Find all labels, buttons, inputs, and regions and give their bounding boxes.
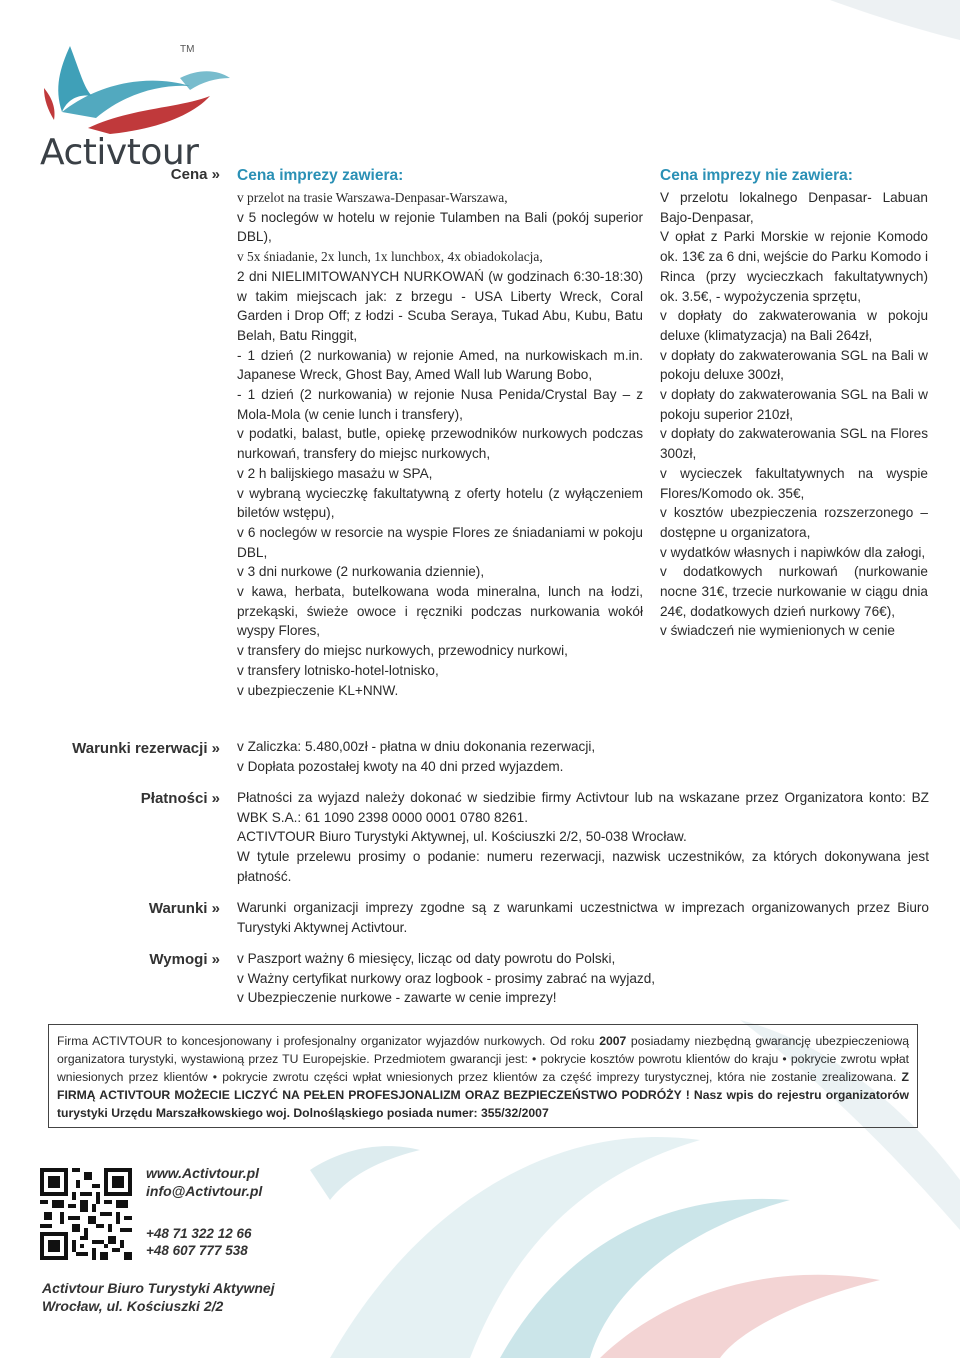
platnosci-line: ACTIVTOUR Biuro Turystyki Aktywnej, ul. Kościuszki 2/2, 50-038 Wrocław. bbox=[237, 829, 687, 845]
excludes-item: v dopłaty do zakwaterowania SGL na Flores 300zł, bbox=[660, 426, 928, 462]
excludes-heading: Cena imprezy nie zawiera: bbox=[660, 167, 853, 184]
logo-tm: TM bbox=[180, 44, 195, 55]
phone-1[interactable]: +48 71 322 12 66 bbox=[146, 1226, 252, 1241]
email-link[interactable]: info@Activtour.pl bbox=[146, 1183, 263, 1199]
logo-wordmark: Activtour bbox=[40, 132, 199, 173]
rezerwacja-label: Warunki rezerwacji » bbox=[72, 740, 220, 757]
warunki-line: Warunki organizacji imprezy zgodne są z warunkami uczestnictwa w imprezach organizowanych przez Biuro Turystyki Aktywnej Activtour. bbox=[237, 900, 929, 935]
excludes-item: v wydatków własnych i napiwków dla załogi, bbox=[660, 544, 926, 560]
excludes-item: v dopłaty do zakwaterowania SGL na Bali w pokoju superior 210zł, bbox=[660, 387, 928, 422]
logo-horse-icon bbox=[40, 38, 240, 138]
platnosci-label: Płatności » bbox=[140, 790, 220, 807]
includes-item: v podatki, balast, butle, opiekę przewodników nurkowych podczas nurkowań, transfery do miejsc nurkowych, bbox=[237, 426, 643, 462]
wymogi-label: Wymogi » bbox=[149, 951, 220, 968]
includes-item: v 6 noclegów w resorcie na wyspie Flores ze śniadaniami w pokoju DBL, bbox=[237, 524, 643, 560]
qr-code-icon bbox=[40, 1168, 132, 1260]
includes-heading: Cena imprezy zawiera: bbox=[237, 167, 404, 184]
phone-2[interactable]: +48 607 777 538 bbox=[146, 1243, 248, 1258]
warunki-text bbox=[237, 898, 929, 937]
includes-item: v wybraną wycieczkę fakultatywną z oferty hotelu (z wyłączeniem biletów wstępu), bbox=[237, 485, 643, 521]
company-name: Activtour Biuro Turystyki Aktywnej bbox=[42, 1280, 275, 1296]
guarantee-box bbox=[48, 1024, 918, 1128]
includes-item: - 1 dzień (2 nurkowania) w rejonie Amed, na nurkowiskach m.in. Japanese Wreck, Ghost Bay, Amed Wall lub Warung Bobo, bbox=[237, 347, 643, 383]
excludes-column bbox=[660, 166, 928, 641]
includes-item: v kawa, herbata, butelkowana woda mineralna, lunch na łodzi, przekąski, świeże owoce i ręczniki podczas nurkowania wokół wyspy Flores, bbox=[237, 584, 643, 639]
includes-item: v 3 dni nurkowe (2 nurkowania dziennie), bbox=[237, 564, 485, 580]
excludes-item: v wycieczek fakultatywnych na wyspie Flores/Komodo ok. 35€, bbox=[660, 465, 928, 501]
company-address: Wrocław, ul. Kościuszki 2/2 bbox=[42, 1298, 224, 1314]
includes-item: v przelot na trasie Warszawa-Denpasar-Warszawa, bbox=[237, 190, 508, 205]
platnosci-line: W tytule przelewu prosimy o podanie: numeru rezerwacji, nazwisk uczestników, za których dokonywana jest płatność. bbox=[237, 849, 929, 884]
contact-phones bbox=[146, 1225, 251, 1259]
includes-item: v 5x śniadanie, 2x lunch, 1x lunchbox, 4x obiadokolacja, bbox=[237, 249, 543, 265]
website-link[interactable]: www.Activtour.pl bbox=[146, 1165, 260, 1181]
excludes-item: v dopłaty do zakwaterowania w pokoju deluxe (klimatyzacja) na Bali 264zł, bbox=[660, 308, 928, 343]
includes-column bbox=[237, 166, 643, 700]
includes-item: v transfery do miejsc nurkowych, przewodnicy nurkowi, bbox=[237, 643, 568, 659]
includes-item: - 1 dzień (2 nurkowania) w rejonie Nusa Penida/Crystal Bay – z Mola-Mola (w cenie lunch i transfery), bbox=[237, 387, 643, 422]
wymogi-line: v Ważny certyfikat nurkowy oraz logbook - prosimy zabrać na wyjazd, bbox=[237, 970, 656, 986]
rezerwacja-text bbox=[237, 737, 929, 776]
guarantee-text: posiadamy niezbędną gwarancję ubezpieczeniową organizatora turystyki, wystawioną przez TU Europejskie. Przedmiotem gwarancji jest: • pokrycie kosztów powrotu klientów do kraju • pokrycie zwrotu wpłat wniesionych przez klientów • pokrycie zwrotu części wpłat wniesionych przez klientów za część imprezy turystycznej, która nie zostanie zrealizowana. bbox=[57, 1034, 909, 1084]
contact-web bbox=[146, 1164, 262, 1200]
excludes-item: v kosztów ubezpieczenia rozszerzonego – dostępne u organizatora, bbox=[660, 505, 928, 540]
guarantee-bold: Z FIRMĄ ACTIVTOUR MOŻECIE LICZYĆ NA PEŁEN PROFESJONALIZM ORAZ BEZPIECZEŃSTWO PODRÓŻY ! Nasz wpis do rejestru organizatorów turystyki Urzędu Marszałkowskiego woj. Dolnośląskiego posiada numer: 355/32/2007 bbox=[57, 1069, 909, 1120]
includes-item: v transfery lotnisko-hotel-lotnisko, bbox=[237, 662, 439, 678]
excludes-item: v dopłaty do zakwaterowania SGL na Bali w pokoju deluxe 300zł, bbox=[660, 347, 928, 383]
guarantee-text: Firma ACTIVTOUR to koncesjonowany i profesjonalny organizator wyjazdów nurkowych. Od roku bbox=[57, 1034, 600, 1048]
wymogi-line: v Ubezpieczenie nurkowe - zawarte w cenie imprezy! bbox=[237, 990, 557, 1006]
contact-address bbox=[42, 1279, 275, 1315]
excludes-item: V opłat z Parki Morskie w rejonie Komodo ok. 13€ za 6 dni, wejście do Parku Komodo i Rinca (przy wycieczkach fakultatywnych) ok. 3.5€, - wypożyczenia sprzętu, bbox=[660, 229, 928, 304]
excludes-item: v świadczeń nie wymienionych w cenie bbox=[660, 623, 895, 639]
includes-item: 2 dni NIELIMITOWANYCH NURKOWAŃ (w godzinach 6:30-18:30) w takim miejscach jak: z brzegu - USA Liberty Wreck, Coral Garden i Drop Off; z łodzi - Scuba Seraya, Tukad Abu, Kubu, Batu Belah, Batu Ringgit, bbox=[237, 268, 643, 343]
includes-item: v 2 h balijskiego masażu w SPA, bbox=[237, 465, 433, 481]
platnosci-text bbox=[237, 788, 929, 887]
wymogi-line: v Paszport ważny 6 miesięcy, licząc od daty powrotu do Polski, bbox=[237, 951, 616, 966]
cena-label: Cena » bbox=[170, 166, 220, 183]
includes-item: v 5 noclegów w hotelu w rejonie Tulamben na Bali (pokój superior DBL), bbox=[237, 209, 643, 245]
rezerwacja-line: v Zaliczka: 5.480,00zł - płatna w dniu dokonania rezerwacji, bbox=[237, 739, 596, 754]
rezerwacja-line: v Dopłata pozostałej kwoty na 40 dni przed wyjazdem. bbox=[237, 758, 564, 774]
guarantee-year: 2007 bbox=[599, 1034, 627, 1048]
platnosci-line: Płatności za wyjazd należy dokonać w siedzibie firmy Activtour lub na wskazane przez Organizatora konto: BZ WBK S.A.: 61 1090 2398 0000 0001 0780 8261. bbox=[237, 790, 929, 825]
includes-item: v ubezpieczenie KL+NNW. bbox=[237, 682, 399, 698]
wymogi-text bbox=[237, 949, 929, 1008]
warunki-label: Warunki » bbox=[148, 900, 220, 917]
activtour-logo bbox=[40, 38, 240, 173]
excludes-item: V przelotu lokalnego Denpasar- Labuan Bajo-Denpasar, bbox=[660, 190, 928, 225]
excludes-item: v dodatkowych nurkowań (nurkowanie nocne 31€, trzecie nurkowanie w ciągu dnia 24€, dodatkowych dzień nurkowy 76€), bbox=[660, 564, 928, 619]
